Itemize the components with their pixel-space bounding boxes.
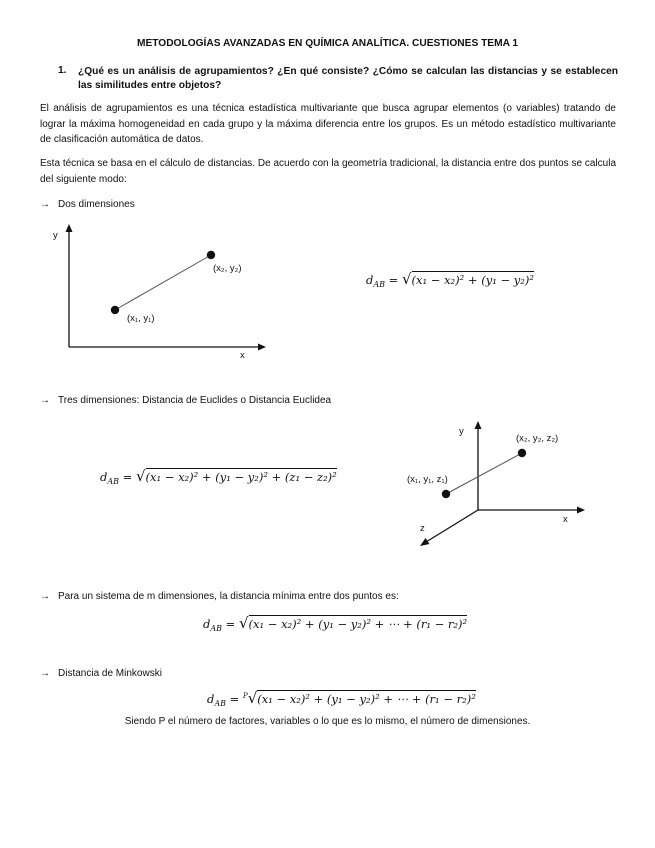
section-minkowski-label: Distancia de Minkowski (58, 668, 162, 679)
point-2-marker (207, 251, 215, 259)
arrow-right-icon: → (40, 395, 50, 406)
formula-equals: = (226, 692, 243, 706)
sqrt-symbol: √ (135, 467, 146, 485)
note-dimensions: Siendo P el número de factores, variables o lo que es lo mismo, el número de dimensiones. (124, 716, 531, 727)
sqrt-symbol: √ (238, 614, 249, 632)
segment-3d (446, 453, 522, 494)
x-axis-arrowhead (258, 344, 266, 351)
point-1-label: (x₁, y₁, z₁) (407, 474, 448, 485)
point-1-label: (x₁, y₁) (127, 313, 155, 324)
section-2d-heading (40, 199, 135, 210)
sqrt-symbol: √ (401, 270, 412, 288)
point-2-marker (518, 449, 526, 457)
formula-m-radicand: (x₁ − x₂)² + (y₁ − y₂)² + ⋯ + (r₁ − r₂)² (248, 617, 468, 631)
question-text: ¿Qué es un análisis de agrupamientos? ¿En qué consiste? ¿Cómo se calculan las distancias y se establecen las similitudes entre objetos? (78, 66, 618, 91)
page-title: METODOLOGÍAS AVANZADAS EN QUÍMICA ANALÍTICA. CUESTIONES TEMA 1 (136, 38, 519, 49)
formula-equals: = (119, 470, 136, 484)
diagram-3d (400, 418, 600, 553)
formula-subscript: AB (107, 477, 120, 486)
point-1-marker (442, 490, 450, 498)
section-3d-label: Tres dimensiones: Distancia de Euclides o Distancia Euclidea (58, 395, 332, 406)
formula-3d-radicand: (x₁ − x₂)² + (y₁ − y₂)² + (z₁ − z₂)² (145, 470, 337, 484)
point-2-label: (x₂, y₂) (213, 263, 242, 274)
arrow-right-icon: → (40, 591, 50, 602)
formula-equals: = (222, 617, 239, 631)
formula-lhs: d (203, 617, 211, 631)
point-1-marker (111, 306, 119, 314)
root-index: P (242, 692, 248, 701)
y-axis-arrowhead (66, 224, 73, 232)
formula-subscript: AB (373, 280, 386, 289)
formula-equals: = (385, 273, 402, 287)
x-axis-arrowhead (577, 507, 585, 514)
segment-2d (115, 255, 211, 310)
x-axis-label: x (240, 350, 245, 361)
formula-minkowski (207, 689, 476, 708)
formula-2d (366, 270, 534, 289)
formula-lhs: d (100, 470, 108, 484)
formula-subscript: AB (210, 624, 223, 633)
z-axis-label: z (420, 523, 425, 534)
section-3d-heading (40, 395, 331, 406)
question-number: 1. (58, 65, 67, 76)
y-axis-label: y (459, 426, 464, 437)
formula-lhs: d (366, 273, 374, 287)
formula-m-dimensions (203, 614, 467, 633)
section-2d-label: Dos dimensiones (58, 199, 135, 210)
formula-subscript: AB (214, 699, 227, 708)
z-axis-line (426, 510, 478, 542)
x-axis-label: x (563, 514, 568, 525)
sqrt-symbol: √ (247, 689, 258, 707)
y-axis-label: y (53, 230, 58, 241)
arrow-right-icon: → (40, 668, 50, 679)
formula-3d (100, 467, 337, 486)
paragraph-distances: Esta técnica se basa en el cálculo de distancias. De acuerdo con la geometría tradicional, la distancia entre dos puntos se calcula del siguiente modo: (40, 158, 616, 185)
z-axis-arrowhead (420, 538, 430, 546)
point-2-label: (x₂, y₂, z₂) (516, 433, 559, 444)
section-m-heading (40, 591, 399, 602)
section-minkowski-heading (40, 668, 162, 679)
diagram-2d (50, 222, 280, 362)
formula-minkowski-radicand: (x₁ − x₂)² + (y₁ − y₂)² + ⋯ + (r₁ − r₂)² (257, 692, 476, 706)
y-axis-arrowhead (475, 421, 482, 429)
formula-2d-radicand: (x₁ − x₂)² + (y₁ − y₂)² (411, 273, 534, 287)
formula-lhs: d (207, 692, 215, 706)
paragraph-definition: El análisis de agrupamientos es una técnica estadística multivariante que busca agrupar elementos (o variables) tratando de lograr la máxima homogeneidad en cada grupo y la máxima diferencia entre los grupos. Es un método estadístico multivariante de clasificación automática de datos. (40, 103, 616, 145)
arrow-right-icon: → (40, 199, 50, 210)
section-m-label: Para un sistema de m dimensiones, la distancia mínima entre dos puntos es: (58, 591, 399, 602)
